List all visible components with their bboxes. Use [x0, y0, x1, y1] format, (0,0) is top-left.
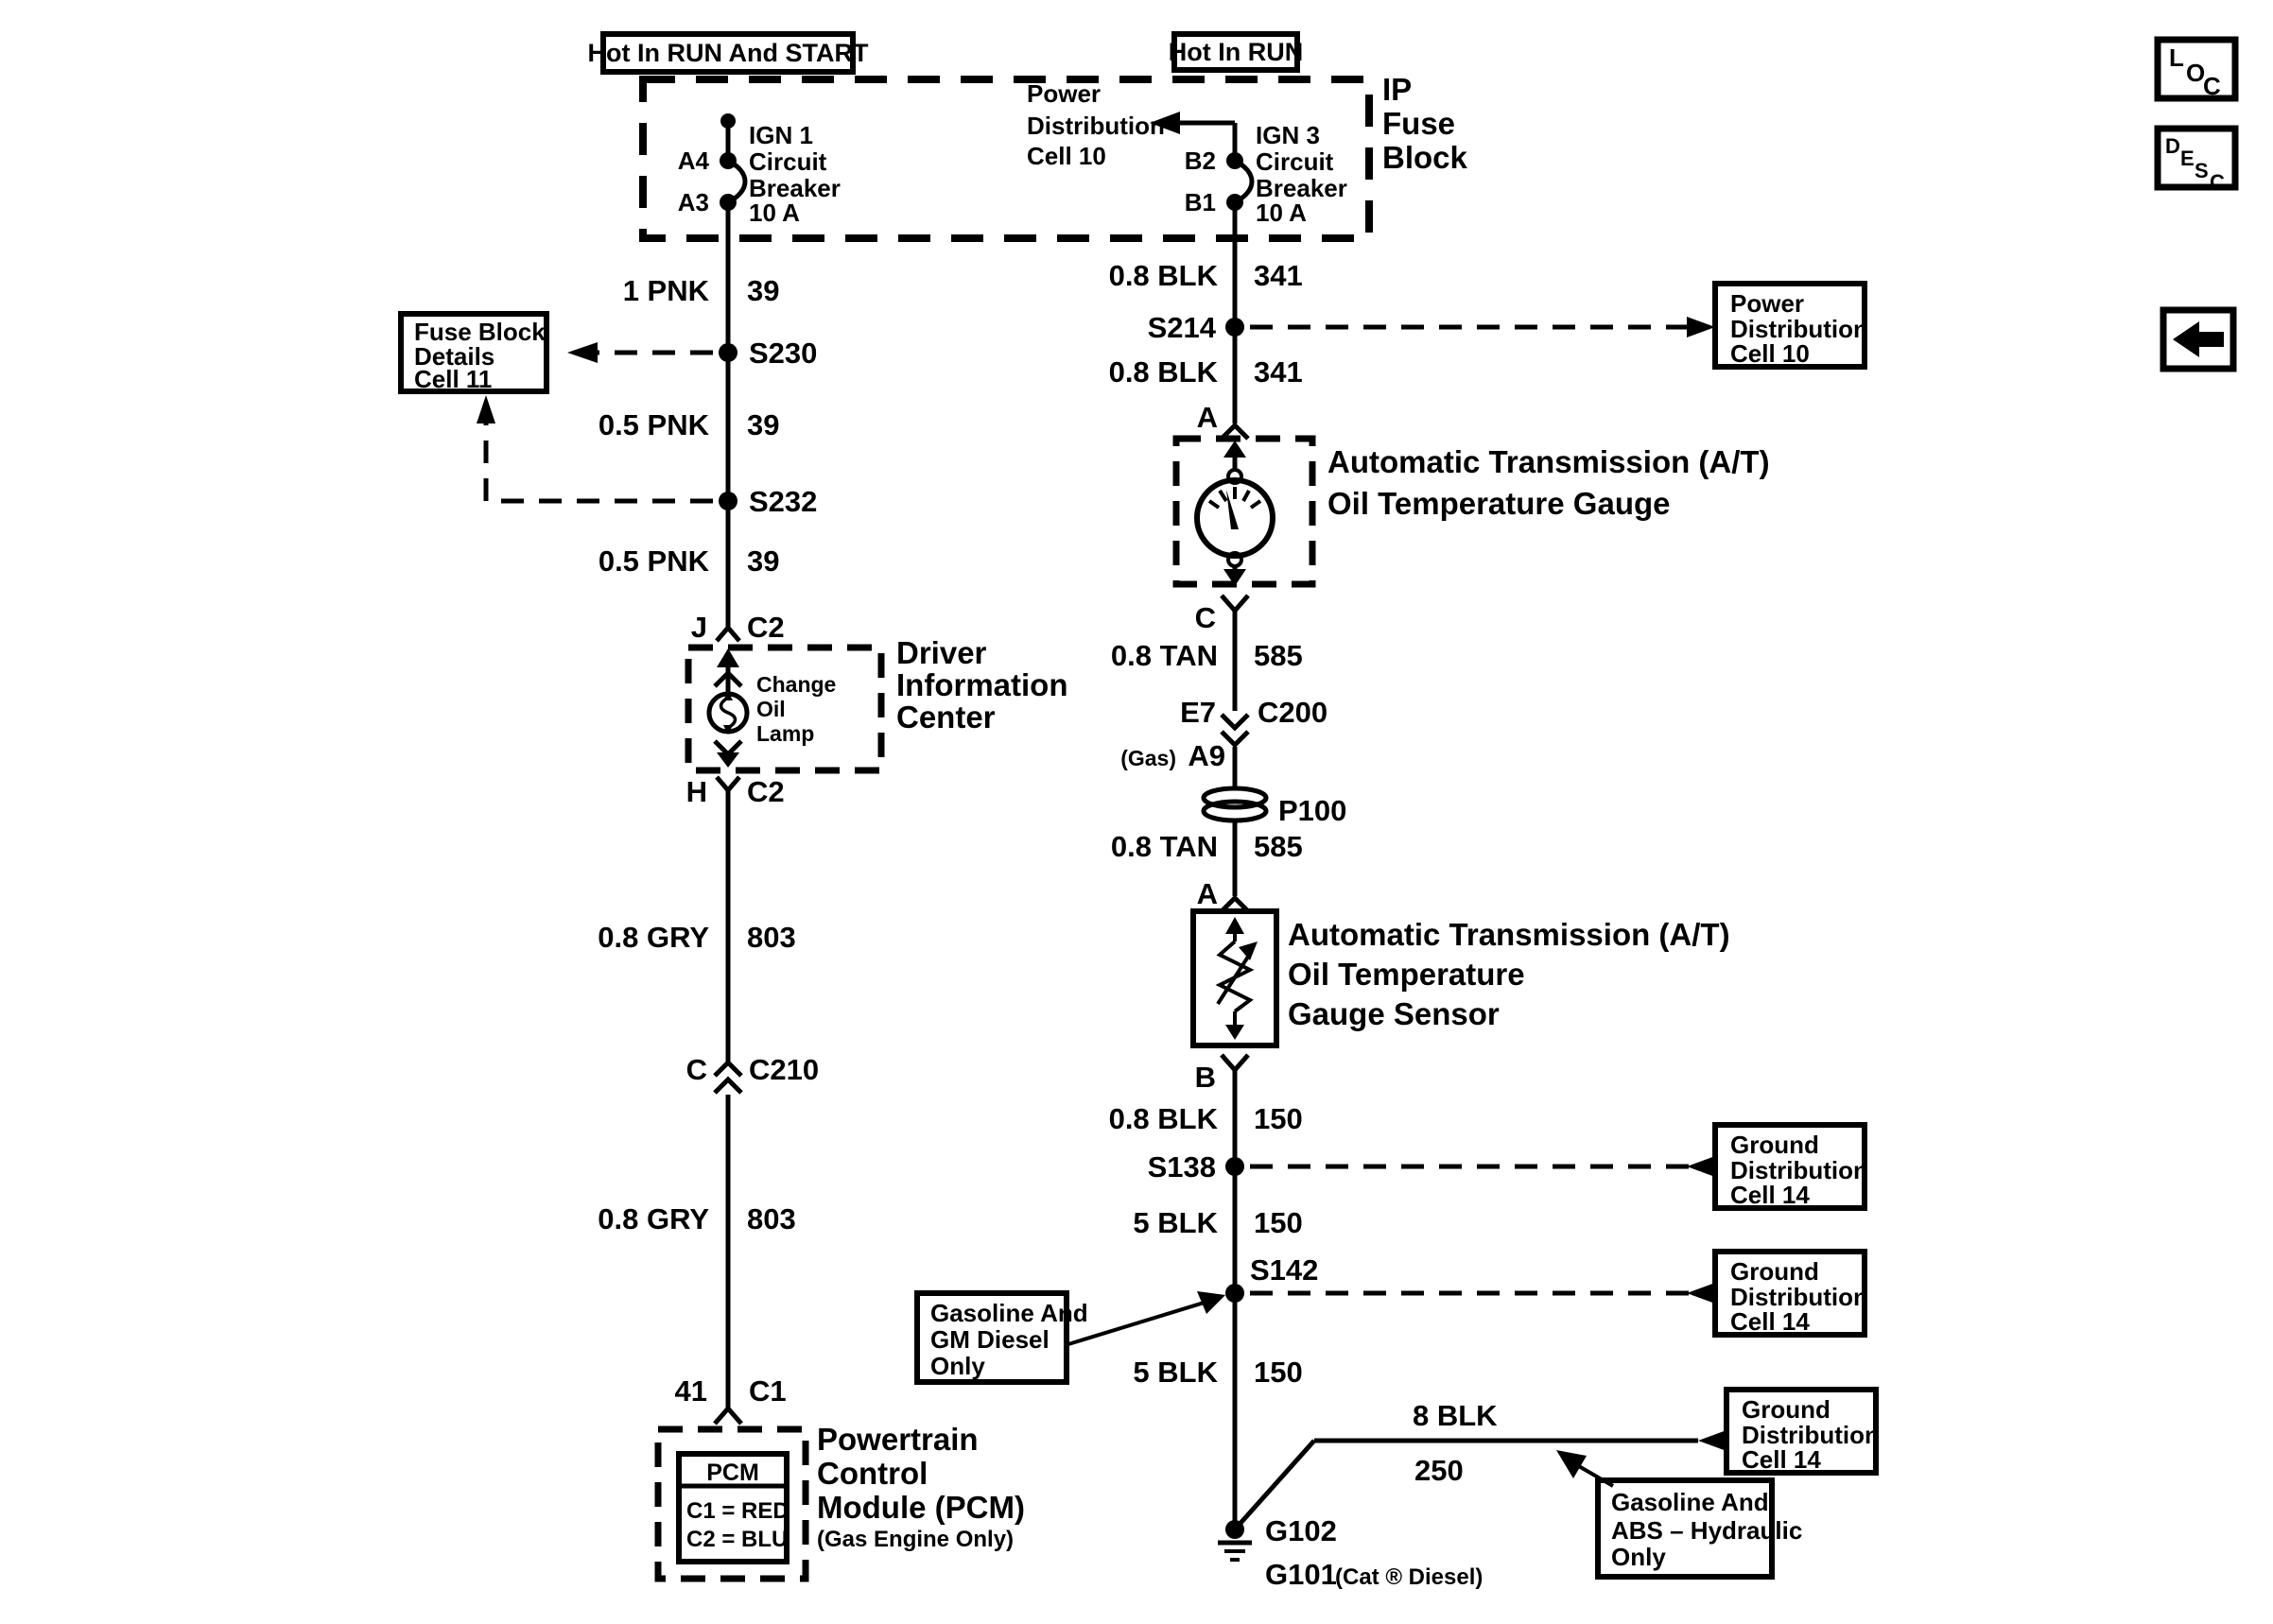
loc-button[interactable]	[2158, 40, 2235, 100]
dic-down-arrow-icon	[717, 752, 739, 768]
right-circuit	[917, 202, 1880, 1591]
connector-c-c210	[686, 1053, 820, 1093]
gnd1-line-2: Distribution	[1730, 1156, 1868, 1184]
wire-circuit-39a: 39	[747, 274, 780, 307]
wire-circuit-585a: 585	[1254, 639, 1303, 672]
power-dist-ref-1: Power	[1027, 79, 1102, 108]
gnd1-line-3: Cell 14	[1730, 1181, 1810, 1209]
pin-c210-c: C	[685, 1053, 707, 1086]
ign1-label-3: Breaker	[749, 174, 841, 202]
gm-note-line-3: Only	[930, 1352, 985, 1380]
loc-letter-3: C	[2203, 72, 2221, 100]
s138-ref-arrow-icon	[1687, 1156, 1715, 1177]
ign3-label-4: 10 A	[1256, 199, 1307, 227]
wire-circuit-39b: 39	[747, 408, 780, 441]
ground-point-symbol	[1218, 1520, 1252, 1560]
wire-circuit-39c: 39	[747, 544, 780, 578]
wire-label-1pnk: 1 PNK	[622, 274, 709, 307]
gauge-bottom-fork-r	[1235, 596, 1248, 611]
sensor-label-2: Oil Temperature	[1288, 957, 1525, 992]
p100-grommet-icon	[1204, 788, 1266, 821]
wire-circuit-150a: 150	[1254, 1102, 1303, 1135]
gm-note-line-2: GM Diesel	[930, 1325, 1050, 1354]
wire-label-08gry-a: 0.8 GRY	[598, 921, 709, 954]
ign1-terminal-a4: A4	[677, 147, 709, 175]
wire-label-5blk-b: 5 BLK	[1133, 1356, 1218, 1389]
loc-letter-1: L	[2169, 43, 2184, 72]
abs-note-line-1: Gasoline And	[1611, 1488, 1769, 1516]
wire-circuit-150b: 150	[1254, 1206, 1303, 1239]
fuse-details-line-1: Fuse Block	[414, 318, 546, 346]
wire-circuit-585b: 585	[1254, 830, 1303, 863]
wire-label-08blk-a: 0.8 BLK	[1108, 259, 1218, 292]
s232-ref-arrow-icon	[477, 395, 495, 423]
pcm-label-1: Powertrain	[817, 1422, 979, 1457]
connector-h-c2	[686, 775, 785, 808]
connector-c1: C1	[749, 1374, 787, 1408]
gnd3-ref-arrow-icon	[1698, 1430, 1726, 1451]
ip-fuse-block-label-1: IP	[1382, 72, 1413, 107]
ign3-terminal-b1: B1	[1184, 188, 1216, 216]
connector-j-c2	[691, 611, 785, 644]
splice-s230-dot	[719, 343, 737, 362]
p100-label: P100	[1278, 794, 1347, 827]
pin-a9: A9	[1188, 739, 1225, 772]
power-distribution-refbox	[1715, 284, 1868, 368]
ip-fuse-block-label-2: Fuse	[1382, 106, 1456, 141]
connector-c2-bottom: C2	[747, 775, 785, 808]
splice-s138-label: S138	[1147, 1150, 1216, 1183]
splice-s138-dot	[1225, 1157, 1244, 1176]
ign1-label-4: 10 A	[749, 199, 800, 227]
desc-letter-1: D	[2165, 134, 2180, 158]
gauge-pin-c: C	[1194, 601, 1216, 634]
pcm-label-2: Control	[817, 1456, 928, 1491]
change-oil-lamp-icon	[709, 691, 747, 734]
splice-s214-label: S214	[1147, 311, 1216, 344]
splice-s232-label: S232	[749, 485, 818, 518]
at-oil-temp-gauge-sensor	[1193, 911, 1730, 1045]
wire-label-05pnk-a: 0.5 PNK	[598, 408, 709, 441]
wire-label-08tan-a: 0.8 TAN	[1110, 639, 1218, 672]
abs-note-arrow-icon	[1556, 1450, 1587, 1478]
pin-h: H	[685, 775, 707, 808]
connector-41-c1	[675, 1374, 787, 1424]
hot-in-run-label: Hot In RUN	[1168, 38, 1304, 66]
ign1-label-1: IGN 1	[749, 121, 813, 149]
pcm-row-c1-red: C1 = RED	[686, 1498, 789, 1524]
abs-note-line-2: ABS – Hydraulic	[1611, 1516, 1803, 1545]
lamp-label-3: Lamp	[756, 721, 815, 746]
splice-s214-dot	[1225, 318, 1244, 337]
gas-note: (Gas)	[1120, 746, 1176, 770]
connector-c210: C210	[749, 1053, 820, 1086]
driver-information-center	[688, 635, 1067, 770]
gauge-label-2: Oil Temperature Gauge	[1327, 486, 1671, 521]
wire-circuit-803a: 803	[747, 921, 796, 954]
sensor-bottom-fork-l	[1222, 1055, 1235, 1070]
ground-g102-label: G102	[1265, 1514, 1337, 1547]
wire-label-08tan-b: 0.8 TAN	[1110, 830, 1218, 863]
connector-e7-c200	[1180, 696, 1327, 745]
pd-box-line-2: Distribution	[1730, 315, 1868, 343]
pcm-title: PCM	[706, 1460, 759, 1486]
splice-s142-dot	[1225, 1284, 1244, 1303]
s142-ref-arrow-icon	[1687, 1283, 1715, 1304]
pcm-note: (Gas Engine Only)	[817, 1527, 1015, 1552]
desc-button[interactable]	[2158, 129, 2235, 194]
gnd2-line-2: Distribution	[1730, 1283, 1868, 1311]
wire-circuit-341a: 341	[1254, 259, 1303, 292]
gnd1-line-1: Ground	[1730, 1131, 1819, 1159]
s230-ref-arrow-icon	[567, 342, 598, 363]
dic-up-arrow-icon	[717, 648, 739, 667]
at-oil-temp-gauge	[1176, 439, 1770, 586]
sensor-pin-b: B	[1194, 1061, 1216, 1094]
ign3-label-1: IGN 3	[1256, 121, 1320, 149]
gauge-bottom-fork-l	[1222, 596, 1235, 611]
ground-g101-note: (Cat ® Diesel)	[1335, 1564, 1484, 1590]
wire-circuit-341b: 341	[1254, 355, 1303, 389]
gnd3-line-1: Ground	[1742, 1395, 1831, 1424]
gnd3-line-2: Distribution	[1742, 1421, 1880, 1449]
back-arrow-button[interactable]	[2163, 310, 2233, 369]
ground-distribution-refbox-3	[1726, 1390, 1880, 1474]
powertrain-control-module	[658, 1422, 1025, 1579]
connector-c200: C200	[1258, 696, 1328, 729]
lamp-label-1: Change	[756, 672, 837, 697]
ign1-circuit-breaker-symbol	[678, 113, 841, 227]
pcm-label-3: Module (PCM)	[817, 1490, 1025, 1525]
sensor-pin-a: A	[1196, 877, 1218, 910]
ign3-circuit-breaker-symbol	[1027, 79, 1347, 227]
lamp-label-2: Oil	[756, 697, 786, 721]
gm-note-line-1: Gasoline And	[930, 1299, 1088, 1327]
dic-label-2: Information	[896, 667, 1068, 702]
hot-in-run-and-start-label: Hot In RUN And START	[587, 39, 869, 67]
pcm-row-c2-blu: C2 = BLU	[686, 1527, 789, 1552]
sensor-bottom-fork-r	[1235, 1055, 1248, 1070]
ign1-label-2: Circuit	[749, 147, 827, 176]
pin-41: 41	[674, 1374, 707, 1408]
gauge-label-1: Automatic Transmission (A/T)	[1327, 444, 1770, 479]
ip-fuse-block	[643, 72, 1468, 238]
wire-label-8blk: 8 BLK	[1413, 1399, 1498, 1432]
ign1-terminal-a3: A3	[677, 188, 709, 216]
pin-j: J	[690, 611, 707, 644]
gauge-pin-a: A	[1196, 401, 1218, 434]
sensor-label-1: Automatic Transmission (A/T)	[1288, 917, 1730, 952]
connector-c2-top: C2	[747, 611, 785, 644]
power-dist-ref-2: Distribution	[1027, 112, 1165, 140]
s214-ref-arrow-icon	[1687, 317, 1715, 337]
ground-distribution-refbox-1	[1715, 1125, 1868, 1209]
ign3-label-3: Breaker	[1256, 174, 1347, 202]
wire-label-08blk-c: 0.8 BLK	[1108, 1102, 1218, 1135]
ground-distribution-refbox-2	[1715, 1252, 1868, 1336]
ign3-label-2: Circuit	[1256, 147, 1334, 176]
abs-note-line-3: Only	[1611, 1543, 1666, 1571]
desc-letter-2: E	[2180, 147, 2195, 170]
gauge-up-arrow-icon	[1223, 441, 1246, 458]
splice-s232-dot	[719, 492, 737, 510]
wire-circuit-250: 250	[1414, 1454, 1464, 1487]
wire-label-5blk-a: 5 BLK	[1133, 1206, 1218, 1239]
desc-letter-3: S	[2195, 159, 2209, 182]
ign3-terminal-b2: B2	[1184, 147, 1216, 175]
wire-label-08blk-b: 0.8 BLK	[1108, 355, 1218, 389]
wire-label-05pnk-b: 0.5 PNK	[598, 544, 709, 578]
fuse-details-line-3: Cell 11	[414, 365, 493, 393]
pd-box-line-1: Power	[1730, 289, 1805, 318]
dic-label-3: Center	[896, 700, 996, 734]
ground-g101-label: G101	[1265, 1558, 1337, 1591]
hot-in-run-and-start-box	[588, 34, 869, 72]
gnd3-line-3: Cell 14	[1742, 1445, 1821, 1474]
sensor-label-3: Gauge Sensor	[1288, 996, 1500, 1031]
hot-in-run-box	[1169, 34, 1303, 70]
pd-box-line-3: Cell 10	[1730, 339, 1810, 368]
pin-e7: E7	[1180, 696, 1216, 729]
splice-s142-label: S142	[1250, 1253, 1319, 1287]
wire-label-08gry-b: 0.8 GRY	[598, 1202, 709, 1235]
ip-fuse-block-label-3: Block	[1382, 140, 1467, 175]
temperature-gauge-icon	[1197, 470, 1273, 566]
power-dist-ref-3: Cell 10	[1027, 142, 1106, 170]
wire-circuit-150c: 150	[1254, 1356, 1303, 1389]
fuse-block-details-refbox	[401, 314, 547, 393]
wire-circuit-803b: 803	[747, 1202, 796, 1235]
desc-letter-4: C	[2210, 170, 2225, 194]
dic-label-1: Driver	[896, 635, 987, 670]
loc-letter-2: O	[2186, 59, 2206, 87]
gnd2-line-1: Ground	[1730, 1257, 1819, 1286]
splice-s230-label: S230	[749, 337, 818, 370]
gnd2-line-3: Cell 14	[1730, 1307, 1810, 1336]
fuse-details-line-2: Details	[414, 342, 495, 371]
